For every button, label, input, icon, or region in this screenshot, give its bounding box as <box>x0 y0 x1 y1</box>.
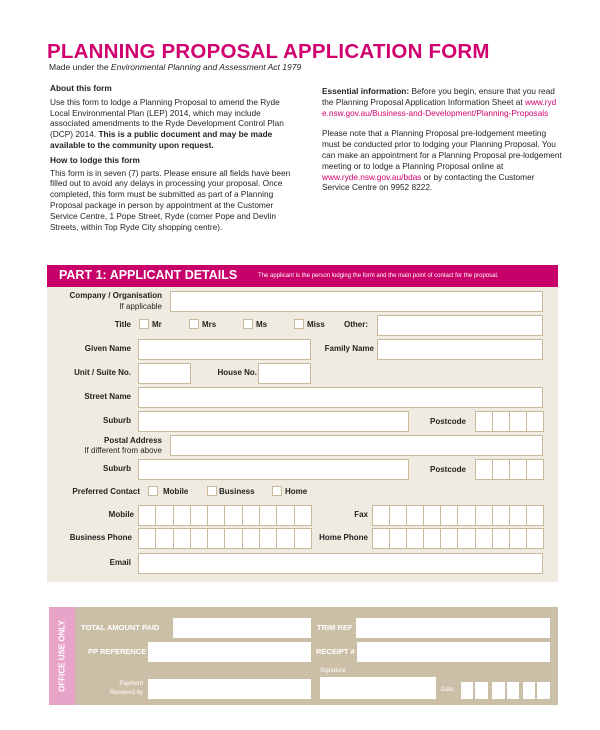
pp-reference-input[interactable] <box>148 642 311 662</box>
mobile-input[interactable] <box>138 505 311 526</box>
payment-received-label <box>110 680 143 698</box>
date-cell[interactable] <box>537 682 550 699</box>
contact-mobile-label: Mobile <box>163 487 189 496</box>
title-other-input[interactable] <box>377 315 543 336</box>
part1-note: The applicant is the person lodging the form and the main point of contact for the proposal. <box>258 273 499 279</box>
unit-label: Unit / Suite No. <box>74 368 131 377</box>
email-input[interactable] <box>138 553 543 574</box>
given-name-label: Given Name <box>84 344 131 353</box>
house-no-input[interactable] <box>258 363 311 384</box>
fax-label: Fax <box>354 510 368 519</box>
page-title: PLANNING PROPOSAL APPLICATION FORM <box>47 40 490 63</box>
home-phone-input[interactable] <box>372 528 543 549</box>
title-mrs-label: Mrs <box>202 320 217 329</box>
contact-home-checkbox[interactable] <box>272 486 282 496</box>
essential-section <box>322 86 562 193</box>
total-amount-label: TOTAL AMOUNT PAID <box>81 623 160 632</box>
date-cell[interactable] <box>523 682 535 699</box>
contact-note: or by contacting the Customer Service Centre on 9952 8222. <box>322 171 535 193</box>
company-sublabel: If applicable <box>119 302 162 311</box>
total-amount-input[interactable] <box>173 618 311 638</box>
family-name-label: Family Name <box>324 344 374 353</box>
suburb-input[interactable] <box>138 411 409 432</box>
about-heading: About this form <box>50 83 112 93</box>
office-use-label: OFFICE USE ONLY <box>57 620 67 692</box>
part1-heading: PART 1: APPLICANT DETAILS <box>59 268 238 282</box>
contact-mobile-checkbox[interactable] <box>148 486 158 496</box>
receipt-label: RECEIPT # <box>316 647 355 656</box>
postal-suburb-label: Suburb <box>103 464 131 473</box>
house-no-label: House No. <box>217 368 257 377</box>
company-label: Company / Organisation <box>69 291 162 300</box>
email-label: Email <box>109 558 131 567</box>
signature-input[interactable] <box>320 677 436 699</box>
title-mr-checkbox[interactable] <box>139 319 149 329</box>
given-name-input[interactable] <box>138 339 311 360</box>
about-public-note: This is a public document and may be made available to the community upon request. <box>50 129 273 150</box>
title-ms-label: Ms <box>256 320 268 329</box>
postal-suburb-input[interactable] <box>138 459 409 480</box>
home-phone-label: Home Phone <box>319 533 368 542</box>
subtitle-prefix: Made under the <box>49 62 109 72</box>
payment-label-line2: Received by <box>109 690 143 696</box>
postcode-label: Postcode <box>429 417 466 426</box>
title-miss-label: Miss <box>307 320 325 329</box>
unit-input[interactable] <box>138 363 191 384</box>
date-cell[interactable] <box>492 682 505 699</box>
title-label: Title <box>114 320 131 329</box>
lodge-text: This form is in seven (7) parts. Please ensure all fields have been filled out to avoid any delays in processing your proposal. Once completed, this form must be submitted as part of a Planning Proposal package in person by appointment at the Customer Service Centre, 1 Pope Street, Ryde (corner Pope and Devlin Streets, within Top Ryde City shopping centre). <box>50 167 291 232</box>
trim-ref-input[interactable] <box>356 618 550 638</box>
date-label: Date <box>441 687 454 693</box>
suburb-label: Suburb <box>103 416 131 425</box>
payment-received-input[interactable] <box>148 679 311 699</box>
part1-header <box>47 265 558 287</box>
signature-label: Signature <box>320 668 346 674</box>
essential-text: Before you begin, ensure that you read the Planning Proposal Application Information Sheet at <box>322 86 555 107</box>
bdas-link[interactable]: www.ryde.nsw.gov.au/bdas <box>322 171 422 182</box>
postal-address-sublabel: If different from above <box>84 446 162 455</box>
fax-input[interactable] <box>372 505 543 526</box>
mobile-label: Mobile <box>108 510 134 519</box>
postal-postcode-input[interactable] <box>475 459 543 480</box>
date-cell[interactable] <box>461 682 473 699</box>
subtitle <box>49 62 301 72</box>
title-mrs-checkbox[interactable] <box>189 319 199 329</box>
postal-address-label: Postal Address <box>104 436 162 445</box>
receipt-input[interactable] <box>357 642 550 662</box>
about-section <box>50 83 295 232</box>
prelodgement-note: Please note that a Planning Proposal pre-lodgement meeting must be conducted prior to lodging your Planning Proposal. You can make an appointment for a Planning Proposal pre-lodgement meeting or to lodge a Planning Proposal online at <box>322 128 562 171</box>
info-sheet-link[interactable]: www.ryde.nsw.gov.au/Business-and-Development/Planning-Proposals <box>322 96 557 118</box>
title-ms-checkbox[interactable] <box>243 319 253 329</box>
date-cell[interactable] <box>475 682 488 699</box>
business-phone-input[interactable] <box>138 528 311 549</box>
essential-label: Essential information: <box>322 86 410 96</box>
contact-business-checkbox[interactable] <box>207 486 217 496</box>
street-name-label: Street Name <box>84 392 131 401</box>
street-name-input[interactable] <box>138 387 543 408</box>
trim-ref-label: TRIM REF <box>317 623 353 632</box>
pp-reference-label: PP REFERENCE <box>88 647 147 656</box>
about-text: Use this form to lodge a Planning Proposal to amend the Ryde Local Environmental Plan (LEP) 2014, which may include associated amendments to the Ryde Development Control Plan (DCP) 2014. <box>50 96 284 140</box>
contact-home-label: Home <box>285 487 308 496</box>
postal-address-input[interactable] <box>170 435 543 456</box>
act-name: Environmental Planning and Assessment Act 1979 <box>110 62 302 72</box>
business-phone-label: Business Phone <box>69 533 132 542</box>
payment-label-line1: Payment <box>119 681 143 687</box>
office-use-strip <box>49 607 75 705</box>
company-input[interactable] <box>170 291 543 312</box>
postcode-input[interactable] <box>475 411 543 432</box>
date-cell[interactable] <box>507 682 519 699</box>
contact-business-label: Business <box>219 487 255 496</box>
postal-postcode-label: Postcode <box>429 465 466 474</box>
title-mr-label: Mr <box>152 320 162 329</box>
family-name-input[interactable] <box>377 339 543 360</box>
preferred-contact-label: Preferred Contact <box>72 487 140 496</box>
title-miss-checkbox[interactable] <box>294 319 304 329</box>
title-other-label: Other: <box>344 320 368 329</box>
lodge-heading: How to lodge this form <box>50 154 140 165</box>
